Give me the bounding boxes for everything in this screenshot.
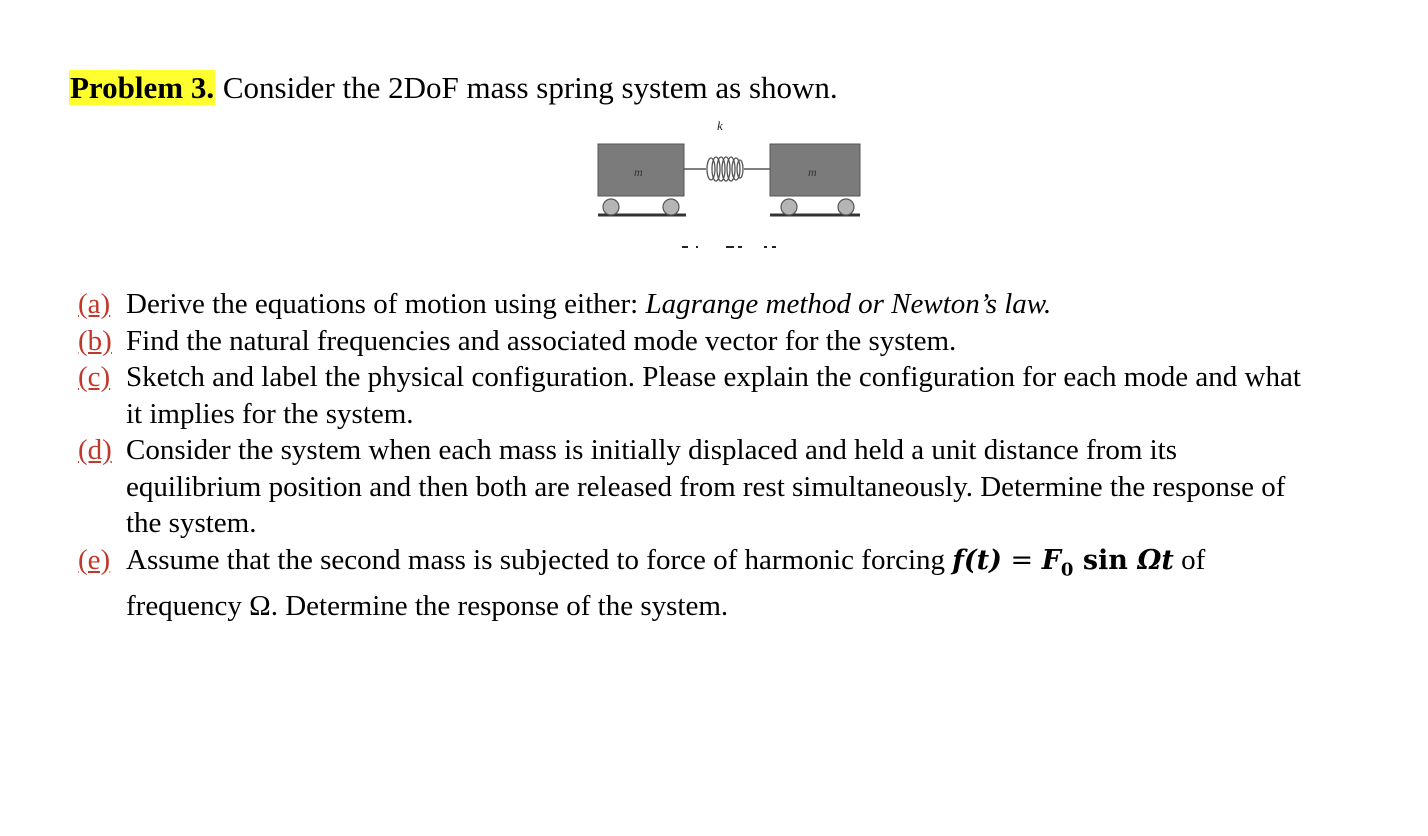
question-label: (c) <box>78 361 111 393</box>
question-text: Sketch and label the physical configuration. Please explain the configuration for each mode and what it implies for the system. <box>126 361 1301 430</box>
wheel-icon <box>663 199 679 215</box>
wheel-icon <box>603 199 619 215</box>
question-label: (e) <box>78 543 111 576</box>
question-text-plain: of frequency Ω. Determine the response of the system. <box>126 543 1206 623</box>
spring-label: k <box>717 118 723 133</box>
problem-label: Problem 3. <box>70 70 215 105</box>
question-b <box>78 323 1408 360</box>
question-text: Find the natural frequencies and associated mode vector for the system. <box>126 324 957 357</box>
question-text-italic: Lagrange method or Newton’s law. <box>645 288 1052 320</box>
cropped-caption-remnant <box>682 246 776 248</box>
question-text: Consider the system when each mass is initially displaced and held a unit distance from its equilibrium position and then both are released from rest simultaneously. Determine the response of the system. <box>126 434 1286 539</box>
spring-coil <box>707 157 743 181</box>
question-text-plain: Derive the equations of motion using either: <box>126 288 646 320</box>
question-c <box>78 359 1408 432</box>
question-text-plain: Assume that the second mass is subjected to force of harmonic forcing <box>126 543 953 576</box>
formula-subscript: 0 <box>1060 558 1074 580</box>
forcing-formula <box>952 544 1174 580</box>
mass-spring-figure <box>594 112 864 252</box>
formula-lhs: f(t) <box>952 544 1002 576</box>
question-d <box>78 432 1408 542</box>
mass-left-label: m <box>634 165 643 179</box>
formula-sin: sin <box>1073 544 1138 576</box>
formula-argument: Ωt <box>1137 544 1174 576</box>
question-label: (d) <box>78 434 112 466</box>
formula-amplitude: F <box>1041 544 1061 576</box>
problem-statement: Consider the 2DoF mass spring system as shown. <box>222 70 838 105</box>
wheel-icon <box>838 199 854 215</box>
question-list <box>78 286 1408 625</box>
question-e <box>78 542 1408 625</box>
mass-spring-diagram <box>594 112 864 252</box>
mass-right-label: m <box>808 165 817 179</box>
question-text <box>126 286 1311 323</box>
question-a <box>78 286 1408 323</box>
question-label: (a) <box>78 288 111 320</box>
question-text <box>126 542 1311 625</box>
wheel-icon <box>781 199 797 215</box>
formula-equals: = <box>1001 544 1042 576</box>
problem-heading <box>69 68 838 108</box>
question-label: (b) <box>78 324 112 357</box>
